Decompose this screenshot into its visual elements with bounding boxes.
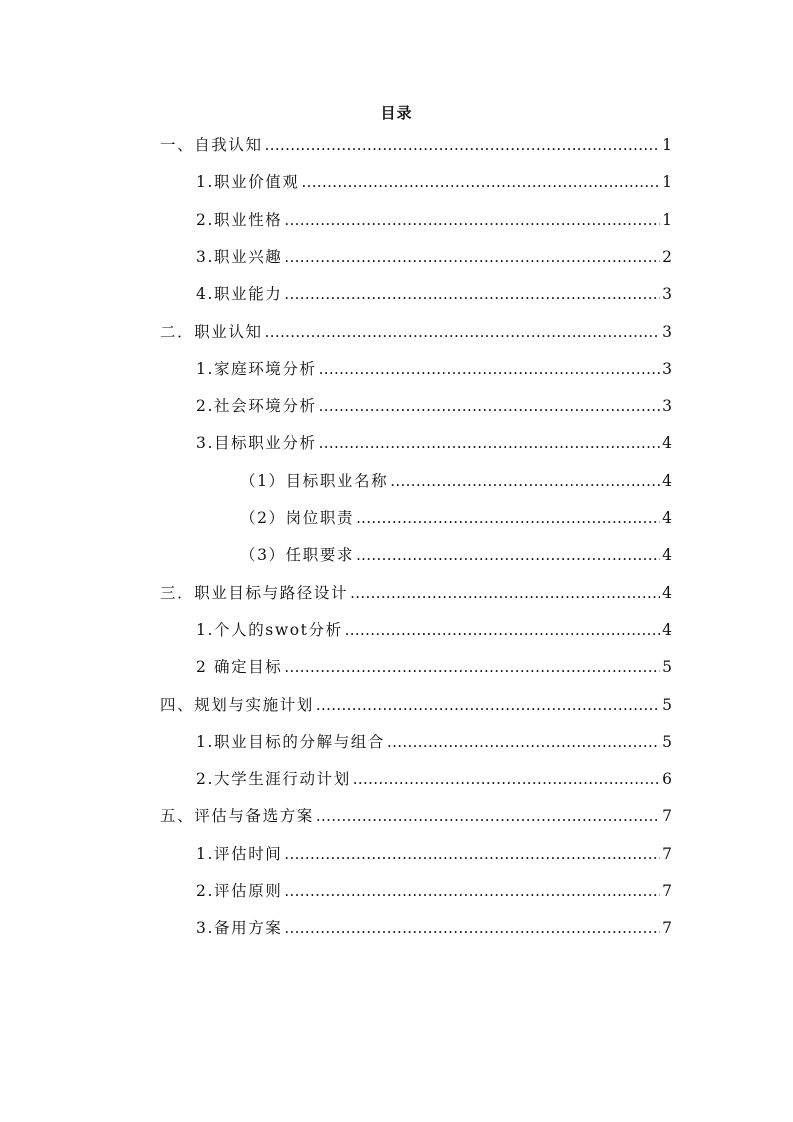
toc-page-number: 4: [662, 546, 672, 564]
toc-dot-leader: [284, 656, 660, 678]
toc-entry-text: 三．职业目标与路径设计: [160, 584, 349, 602]
toc-entry-text: （1）目标职业名称: [240, 472, 389, 490]
toc-page-number: 2: [662, 248, 672, 266]
toc-entry-text: 2 确定目标: [196, 658, 283, 676]
toc-entry-text: 1.个人的swot分析: [196, 621, 343, 639]
toc-entry[interactable]: [196, 654, 672, 678]
toc-dot-leader: [356, 544, 660, 566]
toc-dot-leader: [265, 134, 661, 156]
toc-page-number: 7: [662, 919, 672, 937]
toc-entry[interactable]: [196, 356, 672, 380]
toc-entry-text: 1.职业价值观: [196, 173, 300, 191]
toc-dot-leader: [284, 880, 660, 902]
toc-entry-text: 2.社会环境分析: [196, 397, 317, 415]
toc-dot-leader: [265, 321, 661, 343]
toc-dot-leader: [350, 582, 660, 604]
toc-page-number: 4: [662, 621, 672, 639]
toc-page-number: 5: [662, 658, 672, 676]
toc-page-number: 3: [662, 360, 672, 378]
toc-page-number: 4: [662, 434, 672, 452]
toc-entry-text: 五、评估与备选方案: [160, 807, 314, 825]
toc-dot-leader: [302, 171, 661, 193]
toc-entry[interactable]: [160, 692, 672, 716]
toc-entry-text: 1.职业目标的分解与组合: [196, 733, 385, 751]
toc-page-number: 3: [662, 323, 672, 341]
toc-dot-leader: [353, 768, 660, 790]
toc-page-number: 3: [662, 397, 672, 415]
toc-page-number: 4: [662, 584, 672, 602]
toc-dot-leader: [316, 805, 660, 827]
toc-entry-text: （3）任职要求: [240, 546, 355, 564]
toc-entry-text: 3.职业兴趣: [196, 248, 283, 266]
toc-page-number: 5: [662, 696, 672, 714]
toc-page-number: 1: [662, 211, 672, 229]
toc-page-number: 7: [662, 845, 672, 863]
toc-entry[interactable]: [196, 766, 672, 790]
toc-entry[interactable]: [196, 915, 672, 939]
toc-dot-leader: [284, 843, 660, 865]
toc-dot-leader: [316, 694, 660, 716]
toc-dot-leader: [345, 619, 660, 641]
toc-dot-leader: [284, 246, 660, 268]
toc-dot-leader: [284, 283, 660, 305]
toc-entry[interactable]: [240, 468, 672, 492]
toc-entry-text: 二．职业认知: [160, 323, 263, 341]
toc-entry[interactable]: [196, 207, 672, 231]
toc-page-number: 3: [662, 285, 672, 303]
toc-entry-text: 2.大学生涯行动计划: [196, 770, 351, 788]
toc-entry-text: 2.职业性格: [196, 211, 283, 229]
toc-entry[interactable]: [196, 878, 672, 902]
toc-dot-leader: [284, 917, 660, 939]
toc-dot-leader: [319, 432, 661, 454]
toc-page-number: 6: [662, 770, 672, 788]
toc-entry-text: （2）岗位职责: [240, 509, 355, 527]
toc-entry[interactable]: [196, 841, 672, 865]
toc-dot-leader: [356, 507, 660, 529]
toc-entry[interactable]: [196, 393, 672, 417]
toc-title: 目录: [380, 104, 413, 122]
toc-entry-text: 4.职业能力: [196, 285, 283, 303]
toc-dot-leader: [387, 731, 660, 753]
toc-entry[interactable]: [196, 169, 672, 193]
toc-entry-text: 一、自我认知: [160, 136, 263, 154]
toc-entry[interactable]: [196, 617, 672, 641]
toc-page-number: 7: [662, 807, 672, 825]
toc-entry[interactable]: [160, 803, 672, 827]
toc-dot-leader: [319, 395, 661, 417]
toc-page-number: 1: [662, 173, 672, 191]
toc-entry[interactable]: [160, 319, 672, 343]
toc-entry[interactable]: [240, 505, 672, 529]
toc-entry-text: 1.评估时间: [196, 845, 283, 863]
toc-page-number: 5: [662, 733, 672, 751]
toc-entry[interactable]: [240, 542, 672, 566]
toc-entry-text: 2.评估原则: [196, 882, 283, 900]
toc-page-number: 4: [662, 509, 672, 527]
toc-entry[interactable]: [196, 281, 672, 305]
toc-page-number: 4: [662, 472, 672, 490]
toc-entry[interactable]: [196, 244, 672, 268]
toc-dot-leader: [319, 358, 661, 380]
toc-dot-leader: [284, 209, 660, 231]
toc-entry[interactable]: [196, 430, 672, 454]
toc-entry-text: 四、规划与实施计划: [160, 696, 314, 714]
toc-entry[interactable]: [196, 729, 672, 753]
toc-dot-leader: [390, 470, 660, 492]
toc-page-number: 1: [662, 136, 672, 154]
toc-page-number: 7: [662, 882, 672, 900]
toc-entry-text: 1.家庭环境分析: [196, 360, 317, 378]
toc-entry-text: 3.备用方案: [196, 919, 283, 937]
toc-entry-text: 3.目标职业分析: [196, 434, 317, 452]
toc-entry[interactable]: [160, 580, 672, 604]
toc-entry[interactable]: [160, 132, 672, 156]
